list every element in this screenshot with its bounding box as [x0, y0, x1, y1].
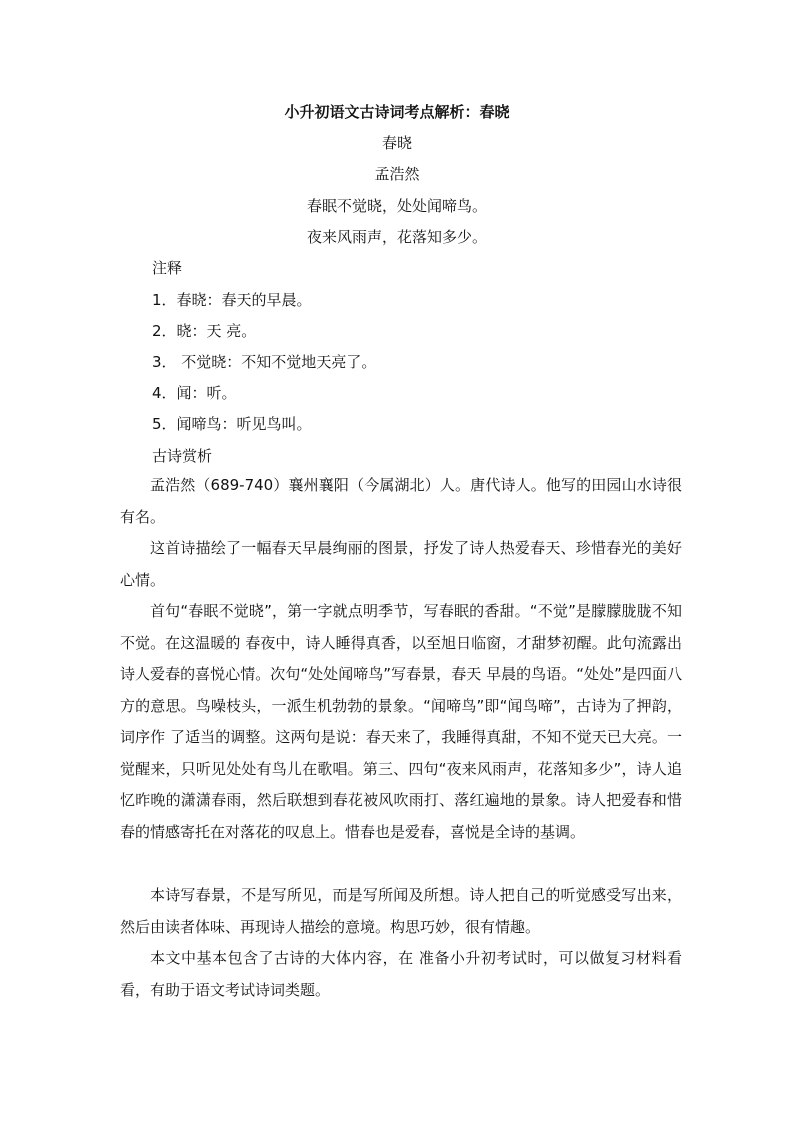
paragraph-technique: 本诗写春景，不是写所见，而是写所闻及所想。诗人把自己的听觉感受写出来，然后由读者体味、再现诗人描绘的意境。构思巧妙，很有情趣。 — [120, 886, 682, 936]
note-item-1: 1．春晓：春天的早晨。 — [152, 291, 312, 309]
notes-heading: 注释 — [152, 259, 183, 277]
paragraph-closing: 本文中基本包含了古诗的大体内容，在 准备小升初考试时，可以做复习材料看 看，有助于语文考试诗词类题。 — [120, 949, 682, 999]
poem-line-2: 夜来风雨声，花落知多少。 — [306, 228, 487, 246]
poem-author: 孟浩然 — [374, 165, 420, 183]
note-item-2: 2．晓：天 亮。 — [152, 322, 257, 340]
paragraph-author-intro: 孟浩然（689-740）襄州襄阳（今属湖北）人。唐代诗人。他写的田园山水诗很有名。 — [120, 476, 682, 526]
poem-line-1: 春眠不觉晓，处处闻啼鸟。 — [306, 197, 487, 215]
paragraph-summary: 这首诗描绘了一幅春天早晨绚丽的图景，抒发了诗人热爱春天、珍惜春光的美好心情。 — [120, 539, 682, 589]
document-title: 小升初语文古诗词考点解析：春晓 — [284, 103, 510, 121]
note-item-5: 5．闻啼鸟：听见鸟叫。 — [152, 415, 312, 433]
appreciation-heading: 古诗赏析 — [152, 447, 213, 465]
note-item-4: 4．闻：听。 — [152, 384, 237, 402]
notes-list — [152, 289, 376, 444]
paragraph-analysis: 首句“春眠不觉晓”，第一字就点明季节，写春眠的香甜。“不觉”是朦朦胧胧不知不觉。在这温暖的 春夜中，诗人睡得真香，以至旭日临窗，才甜梦初醒。此句流露出诗人爱春的喜悦心情。次句“处处闻啼鸟”写春景，春天 早晨的鸟语。“处处”是四面八方的意思。鸟噪枝头，一派生机勃勃的景象。“闻啼鸟”即“闻鸟啼”，古诗为了押韵，词序作 了适当的调整。这两句是说：春天来了，我睡得真甜，不知不觉天已大亮。一觉醒来，只听见处处有鸟儿在歌唱。第三、四句“夜来风雨声，花落知多少”，诗人追忆昨晚的潇潇春雨，然后联想到春花被风吹雨打、落红遍地的景象。诗人把爱春和惜春的情感寄托在对落花的叹息上。惜春也是爱春，喜悦是全诗的基调。 — [120, 602, 682, 841]
poem-title: 春晓 — [381, 134, 412, 152]
note-item-3: 3． 不觉晓：不知不觉地天亮了。 — [152, 353, 377, 371]
